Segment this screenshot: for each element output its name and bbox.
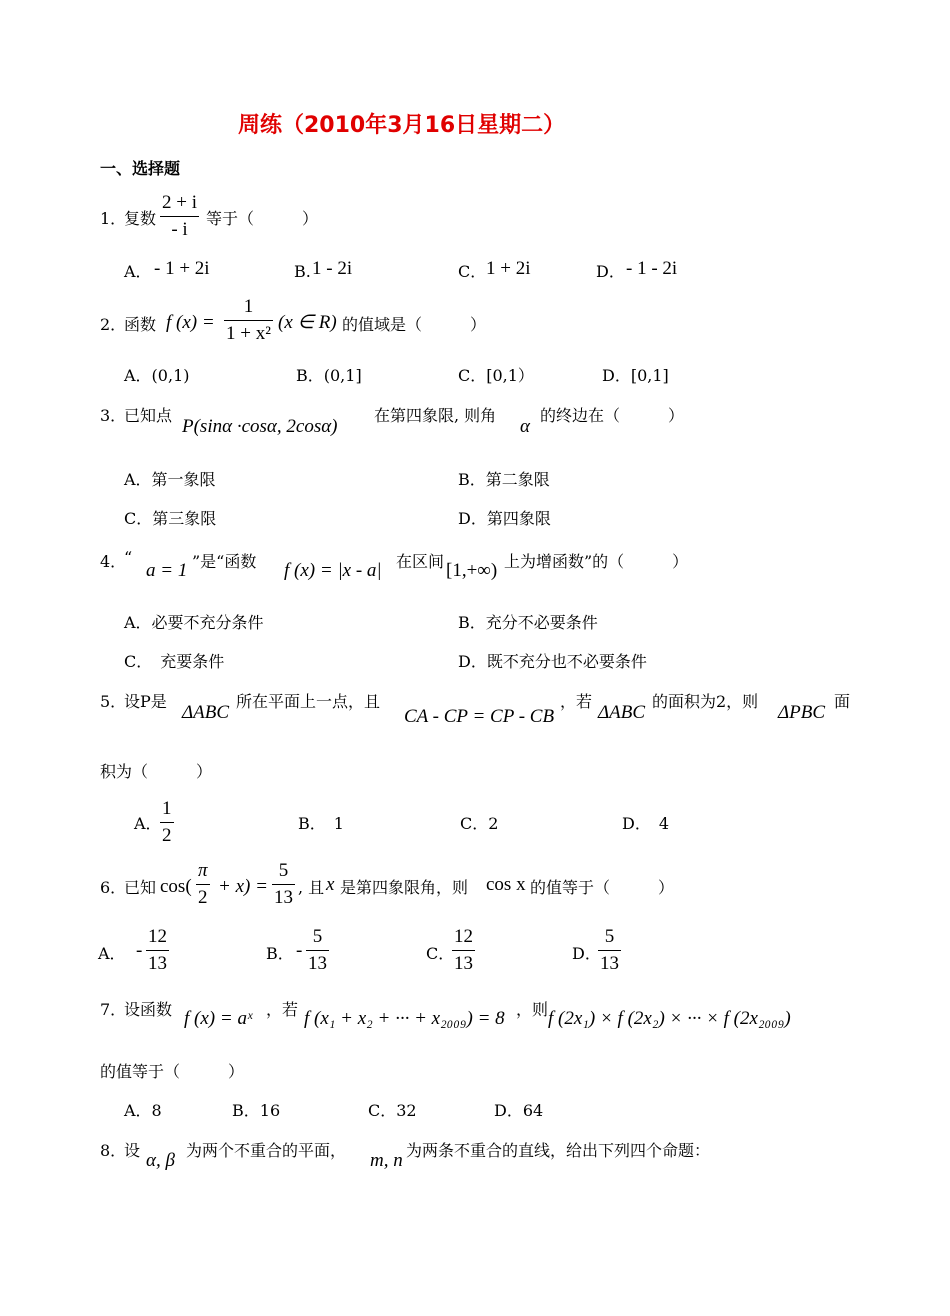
option-label: D． bbox=[596, 262, 625, 281]
question-text: 上为增函数”的（ ） bbox=[504, 552, 689, 571]
numerator: 5 bbox=[312, 926, 323, 947]
math-expr: + x) = bbox=[218, 876, 268, 897]
question-text: 已知点 bbox=[124, 406, 173, 425]
question-number: 2． bbox=[100, 315, 127, 334]
fraction bbox=[306, 926, 329, 975]
math-expr: cos x bbox=[486, 874, 526, 895]
fraction bbox=[146, 926, 169, 975]
option: B．(0,1] bbox=[296, 366, 362, 385]
fraction bbox=[272, 860, 295, 909]
option-label: A． bbox=[134, 814, 162, 833]
option-label: A． bbox=[124, 262, 152, 281]
numerator: 5 bbox=[278, 860, 289, 881]
option: B．充分不必要条件 bbox=[458, 613, 598, 632]
denominator: 13 bbox=[148, 953, 167, 974]
minus-sign: - bbox=[136, 940, 143, 961]
math-expr: a = 1 bbox=[146, 560, 188, 581]
question-text: 的值等于（ ） bbox=[530, 878, 675, 897]
question-number: 3． bbox=[100, 406, 127, 425]
math-expr: cos( bbox=[160, 876, 192, 897]
math-expr: f (x₁ + x₂ + ··· + x₂₀₀₉) = 8 bbox=[304, 1008, 505, 1029]
question-text: 在第四象限, 则角 bbox=[374, 406, 497, 425]
option: C．2 bbox=[460, 814, 499, 833]
fraction bbox=[160, 798, 174, 847]
question-text: 已知 bbox=[124, 878, 157, 897]
math-expr: ΔABC bbox=[598, 702, 646, 723]
fraction bbox=[452, 926, 475, 975]
option: C．[0,1） bbox=[458, 366, 534, 385]
fraction bbox=[598, 926, 621, 975]
question-number: 4． bbox=[100, 552, 127, 571]
question-text: 的面积为2，则 bbox=[652, 692, 759, 711]
option: D．[0,1] bbox=[602, 366, 669, 385]
denominator: 2 bbox=[162, 825, 172, 846]
option: D．64 bbox=[494, 1101, 544, 1120]
math-expr: f (2x₁) × f (2x₂) × ··· × f (2x₂₀₀₉) bbox=[548, 1008, 791, 1029]
question-text: 为两个不重合的平面， bbox=[186, 1141, 347, 1160]
question-text: 的值域是（ ） bbox=[342, 315, 487, 334]
question-text: 复数 bbox=[124, 209, 157, 228]
numerator: 2 + i bbox=[162, 192, 197, 213]
math-expr: (x ∈ R) bbox=[278, 312, 337, 333]
numerator: 1 bbox=[162, 798, 172, 819]
question-number: 6． bbox=[100, 878, 127, 897]
denominator: 1 + x² bbox=[226, 323, 271, 344]
math-expr: x bbox=[326, 874, 335, 895]
denominator: 13 bbox=[308, 953, 327, 974]
option: B．16 bbox=[232, 1101, 281, 1120]
question-text: 设 bbox=[124, 1141, 141, 1160]
minus-sign: - bbox=[296, 940, 303, 961]
question-text: 设函数 bbox=[124, 1000, 173, 1019]
option: A．第一象限 bbox=[124, 470, 216, 489]
option-label: B． bbox=[266, 944, 294, 963]
question-number: 5． bbox=[100, 692, 127, 711]
question-text: 的终边在（ ） bbox=[540, 406, 685, 425]
question-number: 8． bbox=[100, 1141, 127, 1160]
denominator: 13 bbox=[274, 887, 293, 908]
numerator: 12 bbox=[454, 926, 473, 947]
option-value: 1 - 2i bbox=[312, 258, 353, 279]
math-expr: ΔPBC bbox=[778, 702, 826, 723]
math-expr: [1,+∞) bbox=[446, 560, 498, 581]
option: C．第三象限 bbox=[124, 509, 217, 528]
option-label: A． bbox=[98, 944, 126, 963]
question-text: “ bbox=[124, 548, 133, 567]
question-text: 等于（ ） bbox=[206, 209, 319, 228]
denominator: 13 bbox=[600, 953, 619, 974]
option-label: C． bbox=[426, 944, 455, 963]
question-text: 为两条不重合的直线，给出下列四个命题： bbox=[406, 1141, 711, 1160]
option-value: 1 + 2i bbox=[486, 258, 531, 279]
denominator: 13 bbox=[454, 953, 473, 974]
numerator: 12 bbox=[148, 926, 167, 947]
numerator: 5 bbox=[604, 926, 615, 947]
option: C．32 bbox=[368, 1101, 417, 1120]
page-title: 周练（2010年3月16日星期二） bbox=[238, 113, 566, 138]
math-expr: m, n bbox=[370, 1150, 403, 1171]
question-number: 7． bbox=[100, 1000, 127, 1019]
question-text: 所在平面上一点，且 bbox=[236, 692, 381, 711]
numerator: π bbox=[198, 860, 208, 881]
option: A．必要不充分条件 bbox=[124, 613, 264, 632]
fraction bbox=[224, 296, 273, 345]
question-text: 是第四象限角，则 bbox=[340, 878, 469, 897]
math-expr: α, β bbox=[146, 1150, 175, 1171]
question-text: 积为（ ） bbox=[100, 762, 213, 781]
math-expr: P(sinα ·cosα, 2cosα) bbox=[182, 416, 338, 437]
option: A．8 bbox=[124, 1101, 162, 1120]
option-label: B. bbox=[294, 262, 311, 281]
math-expr: f (x) = |x - a| bbox=[284, 560, 382, 581]
option: A．(0,1) bbox=[124, 366, 190, 385]
question-text: 的值等于（ ） bbox=[100, 1062, 245, 1081]
numerator: 1 bbox=[243, 296, 254, 317]
fraction bbox=[196, 860, 210, 909]
option: D．既不充分也不必要条件 bbox=[458, 652, 647, 671]
option-label: C． bbox=[458, 262, 487, 281]
option: B．第二象限 bbox=[458, 470, 550, 489]
question-text: 函数 bbox=[124, 315, 157, 334]
option: C． 充要条件 bbox=[124, 652, 225, 671]
question-number: 1． bbox=[100, 209, 127, 228]
denominator: - i bbox=[171, 219, 188, 240]
denominator: 2 bbox=[198, 887, 208, 908]
option: B． 1 bbox=[298, 814, 344, 833]
question-text: ，则 bbox=[516, 1000, 549, 1019]
question-text: ”是“函数 bbox=[192, 552, 257, 571]
option: D． 4 bbox=[622, 814, 670, 833]
question-text: ，若 bbox=[560, 692, 593, 711]
question-text: 在区间 bbox=[396, 552, 445, 571]
option: D．第四象限 bbox=[458, 509, 551, 528]
math-expr: ΔABC bbox=[182, 702, 230, 723]
math-expr: α bbox=[520, 416, 530, 437]
fraction bbox=[160, 192, 199, 241]
section-heading: 一、选择题 bbox=[100, 159, 181, 178]
math-expr: f (x) = aˣ bbox=[184, 1008, 253, 1029]
math-expr: f (x) = bbox=[166, 312, 215, 333]
math-expr: CA - CP = CP - CB bbox=[404, 706, 555, 727]
question-text: , 且 bbox=[298, 878, 325, 897]
option-value: - 1 - 2i bbox=[626, 258, 678, 279]
question-text: 面 bbox=[834, 692, 851, 711]
question-text: 设P是 bbox=[124, 692, 167, 711]
option-value: - 1 + 2i bbox=[154, 258, 210, 279]
question-text: ，若 bbox=[266, 1000, 299, 1019]
option-label: D． bbox=[572, 944, 601, 963]
